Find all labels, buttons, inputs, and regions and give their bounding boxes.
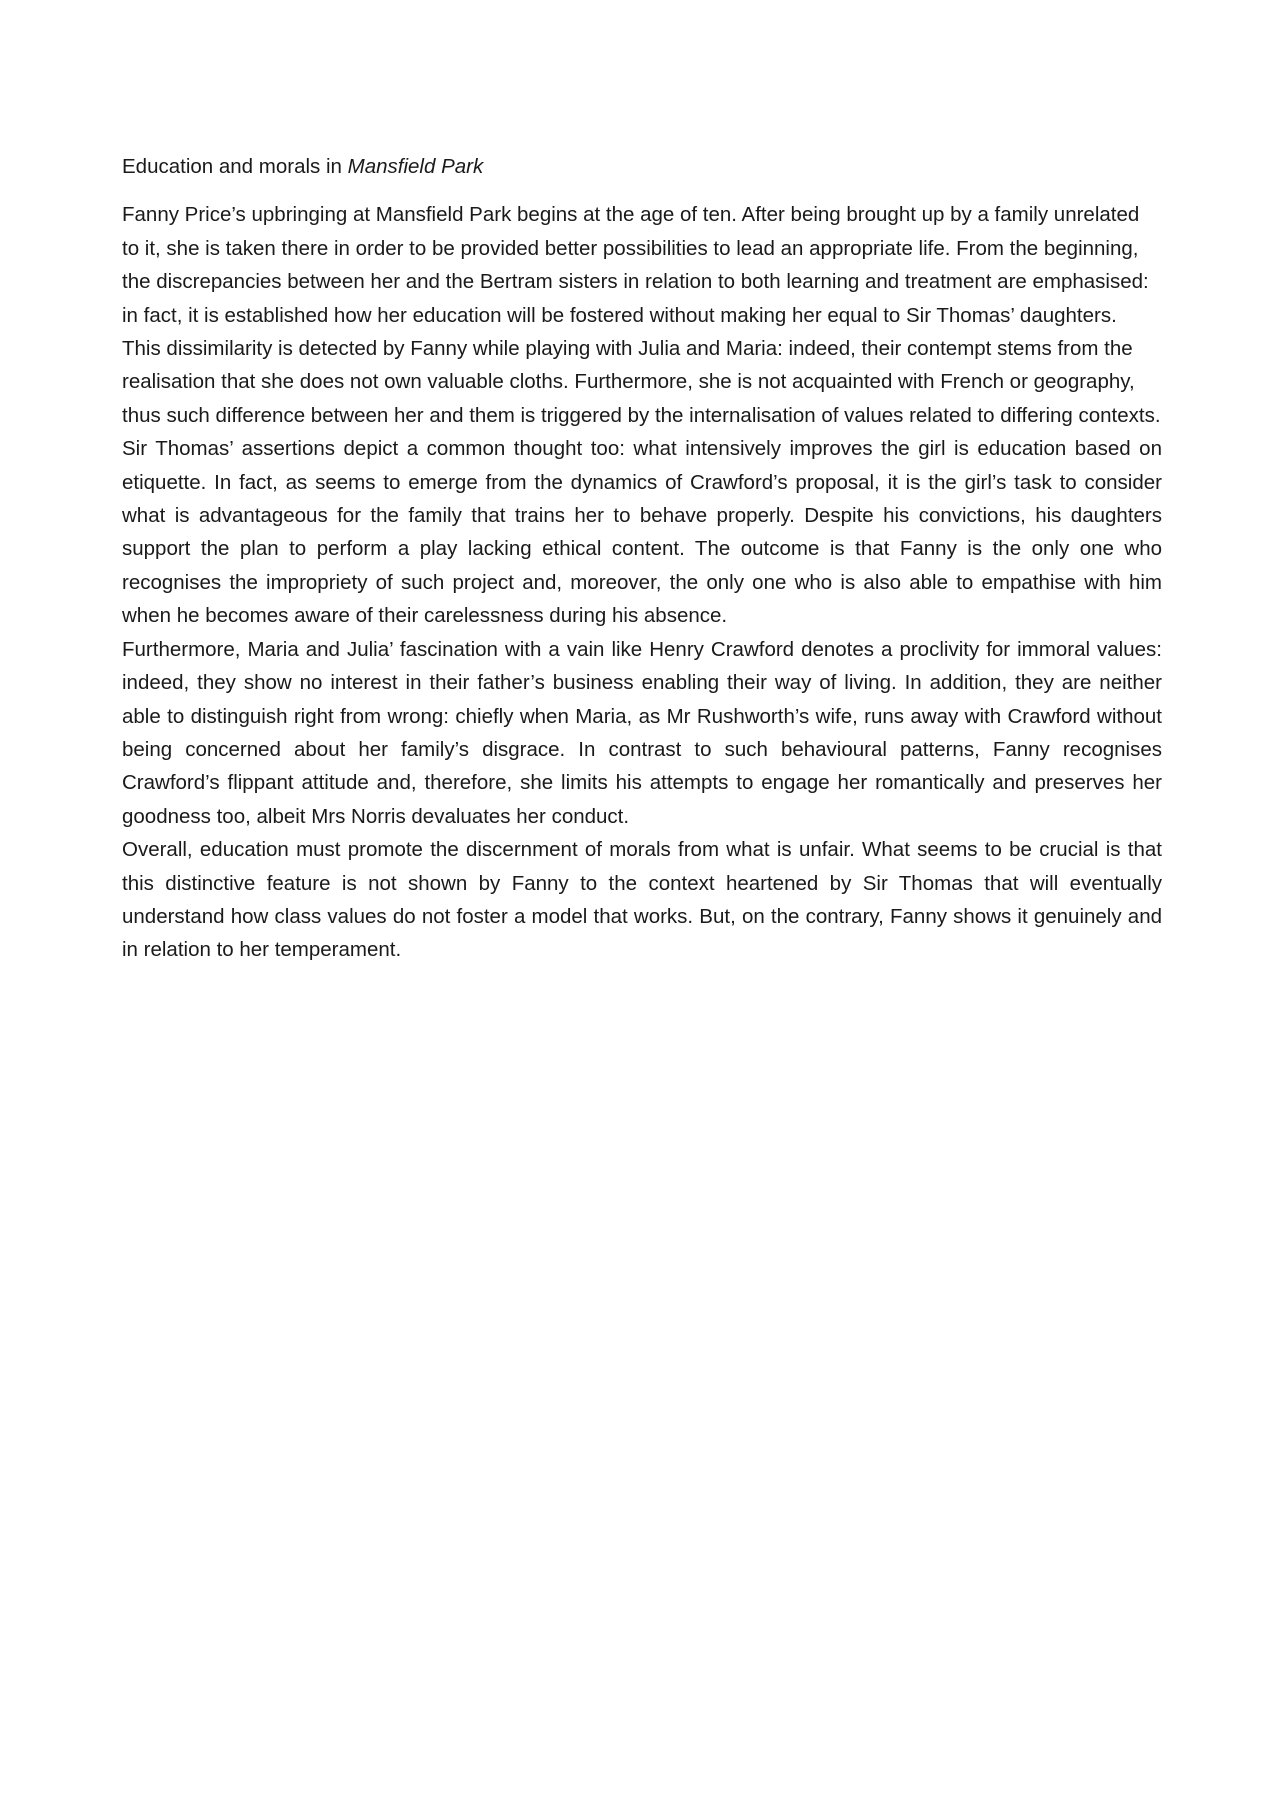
paragraph-dissimilarity: This dissimilarity is detected by Fanny while playing with Julia and Maria: indeed, their contempt stems from the realisation that she does not own valuable cloths. Furthermore, she is not acquainted with French or geography, thus such difference between her and them is triggered by the internalisation of values related to differing contexts. <box>122 337 1161 427</box>
paragraph-upbringing: Fanny Price’s upbringing at Mansfield Park begins at the age of ten. After being brought up by a family unrelated to it, she is taken there in order to be provided better possibilities to lead an appropriate life. From the beginning, the discrepancies between her and the Bertram sisters in relation to both learning and treatment are emphasised: in fact, it is established how her education will be fostered without making her equal to Sir Thomas’ daughters. <box>122 203 1149 327</box>
title-work-name: Mansfield Park <box>347 155 484 178</box>
document-title <box>122 150 1162 183</box>
title-prefix: Education and morals in <box>122 155 348 178</box>
paragraph-conclusion: Overall, education must promote the discernment of morals from what is unfair. What seems to be crucial is that this distinctive feature is not shown by Fanny to the context heartened by Sir Thomas that will eventually understand how class values do not foster a model that works. But, on the contrary, Fanny shows it genuinely and in relation to her temperament. <box>122 838 1162 962</box>
paragraph-sir-thomas: Sir Thomas’ assertions depict a common thought too: what intensively improves the girl is education based on etiquette. In fact, as seems to emerge from the dynamics of Crawford’s proposal, it is the girl’s task to consider what is advantageous for the family that trains her to behave properly. Despite his convictions, his daughters support the plan to perform a play lacking ethical content. The outcome is that Fanny is the only one who recognises the impropriety of such project and, moreover, the only one who is also able to empathise with him when he becomes aware of their carelessness during his absence. <box>122 437 1162 628</box>
document-body <box>122 150 1162 967</box>
paragraph-maria-julia: Furthermore, Maria and Julia’ fascination with a vain like Henry Crawford denotes a proclivity for immoral values: indeed, they show no interest in their father’s business enabling their way of living. In addition, they are neither able to distinguish right from wrong: chiefly when Maria, as Mr Rushworth’s wife, runs away with Crawford without being concerned about her family’s disgrace. In contrast to such behavioural patterns, Fanny recognises Crawford’s flippant attitude and, therefore, she limits his attempts to engage her romantically and preserves her goodness too, albeit Mrs Norris devaluates her conduct. <box>122 637 1162 828</box>
